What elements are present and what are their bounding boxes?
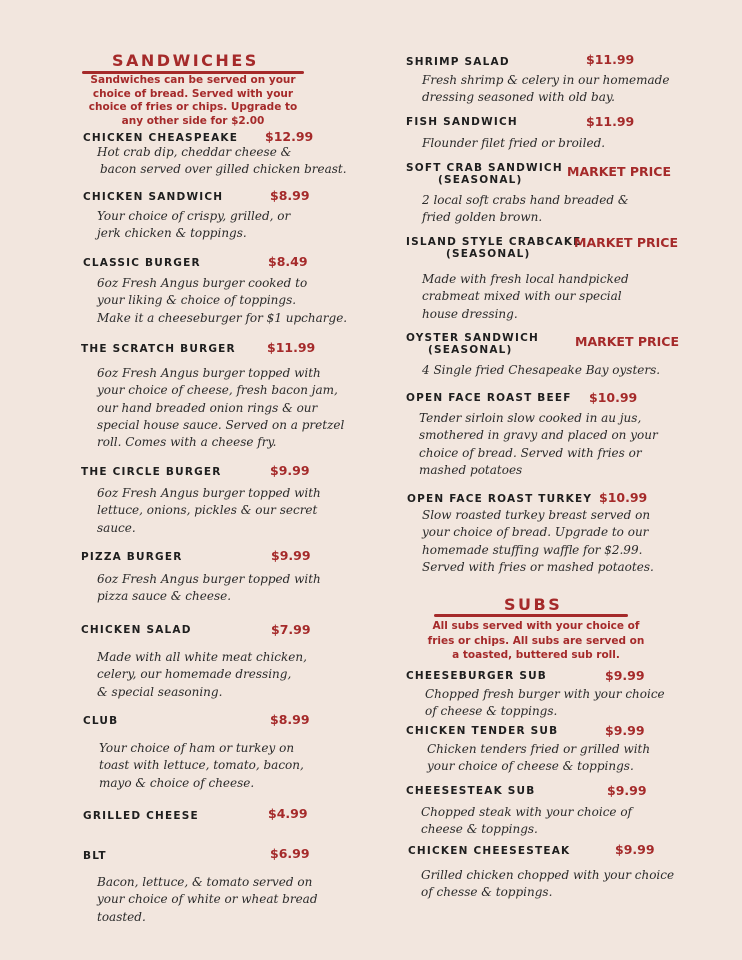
menu-item-price: MARKET PRICE xyxy=(567,164,671,179)
menu-item-price: $9.99 xyxy=(271,548,311,563)
menu-item-description: Grilled chicken chopped with your choice of chesse & toppings. xyxy=(421,868,675,900)
menu-item-price: $8.49 xyxy=(268,254,308,269)
menu-item-name: CHICKEN SANDWICH xyxy=(83,191,224,203)
menu-item-name: SOFT CRAB SANDWICH (SEASONAL) xyxy=(406,162,563,186)
menu-item-price: $6.99 xyxy=(270,846,310,861)
menu-item-description: Chopped fresh burger with your choice of cheese & toppings. xyxy=(425,687,665,719)
menu-item-description: 6oz Fresh Angus burger topped with your choice of cheese, fresh bacon jam, our hand breaded onion rings & our special house sauce. Served on a pretzel roll. Comes with a cheese fry. xyxy=(97,366,345,450)
sandwiches-note: Sandwiches can be served on your choice of bread. Served with your choice of fries or chips. Upgrade to any other side for $2.00 xyxy=(88,74,298,127)
menu-item-description: Fresh shrimp & celery in our homemade dressing seasoned with old bay. xyxy=(422,73,670,105)
menu-item-name: OPEN FACE ROAST BEEF xyxy=(406,392,572,404)
menu-item-name: CLUB xyxy=(83,715,119,727)
menu-item-name: CHEESEBURGER SUB xyxy=(406,670,548,682)
menu-item-description: 4 Single fried Chesapeake Bay oysters. xyxy=(422,363,661,377)
menu-item-description: 2 local soft crabs hand breaded & fried golden brown. xyxy=(422,193,629,225)
menu-item-description: Chicken tenders fried or grilled with your choice of cheese & toppings. xyxy=(427,742,651,774)
menu-item-description: Made with fresh local handpicked crabmeat mixed with our special house dressing. xyxy=(422,272,629,321)
menu-item-description: 6oz Fresh Angus burger topped with pizza sauce & cheese. xyxy=(97,572,321,604)
menu-item-name: ISLAND STYLE CRABCAKE (SEASONAL) xyxy=(406,236,582,260)
menu-item-description: Hot crab dip, cheddar cheese & bacon served over gilled chicken breast. xyxy=(97,145,347,177)
menu-item-name: SHRIMP SALAD xyxy=(406,56,510,68)
menu-item-description: Bacon, lettuce, & tomato served on your choice of white or wheat bread toasted. xyxy=(97,875,318,924)
menu-item-price: $11.99 xyxy=(586,114,635,129)
subs-title: SUBS xyxy=(504,595,563,614)
menu-item-price: $9.99 xyxy=(615,842,655,857)
menu-item-price: $11.99 xyxy=(267,340,316,355)
menu-item-description: Your choice of ham or turkey on toast with lettuce, tomato, bacon, mayo & choice of cheese. xyxy=(99,741,304,790)
menu-item-name: CHEESESTEAK SUB xyxy=(406,785,536,797)
menu-item-price: $8.99 xyxy=(270,188,310,203)
subs-rule xyxy=(434,614,628,617)
menu-item-name: PIZZA BURGER xyxy=(81,551,183,563)
menu-item-price: $9.99 xyxy=(607,783,647,798)
menu-item-name: OYSTER SANDWICH (SEASONAL) xyxy=(406,332,539,356)
menu-item-price: $12.99 xyxy=(265,129,314,144)
menu-item-name: FISH SANDWICH xyxy=(406,116,518,128)
menu-item-price: $9.99 xyxy=(605,723,645,738)
menu-item-description: Chopped steak with your choice of cheese & toppings. xyxy=(421,805,632,837)
sandwiches-title: SANDWICHES xyxy=(112,51,259,70)
menu-item-name: CHICKEN SALAD xyxy=(81,624,192,636)
menu-item-name: THE SCRATCH BURGER xyxy=(81,343,236,355)
menu-item-description: Slow roasted turkey breast served on your choice of bread. Upgrade to our homemade stuffing waffle for $2.99. Served with fries or mashed potaotes. xyxy=(422,508,654,574)
menu-item-price: $10.99 xyxy=(589,390,638,405)
menu-item-name: OPEN FACE ROAST TURKEY xyxy=(407,493,593,505)
menu-item-name: CHICKEN CHEESESTEAK xyxy=(408,845,571,857)
menu-item-description: Your choice of crispy, grilled, or jerk chicken & toppings. xyxy=(97,209,291,241)
menu-item-price: $9.99 xyxy=(605,668,645,683)
menu-item-description: 6oz Fresh Angus burger cooked to your liking & choice of toppings. Make it a cheeseburger for $1 upcharge. xyxy=(97,276,348,325)
menu-item-name: BLT xyxy=(83,850,107,862)
menu-item-price: $7.99 xyxy=(271,622,311,637)
menu-item-price: $10.99 xyxy=(599,490,648,505)
menu-item-price: $8.99 xyxy=(270,712,310,727)
menu-item-description: Flounder filet fried or broiled. xyxy=(422,136,606,150)
menu-item-price: MARKET PRICE xyxy=(574,235,678,250)
menu-item-price: $11.99 xyxy=(586,52,635,67)
menu-item-description: Made with all white meat chicken, celery, our homemade dressing, & special seasoning. xyxy=(97,650,307,699)
menu-item-name: CLASSIC BURGER xyxy=(83,257,201,269)
menu-item-description: 6oz Fresh Angus burger topped with lettuce, onions, pickles & our secret sauce. xyxy=(97,486,321,535)
menu-item-name: THE CIRCLE BURGER xyxy=(81,466,222,478)
menu-item-price: MARKET PRICE xyxy=(575,334,679,349)
subs-note: All subs served with your choice of fries or chips. All subs are served on a toasted, buttered sub roll. xyxy=(427,620,645,661)
menu-item-price: $4.99 xyxy=(268,806,308,821)
menu-item-name: CHICKEN TENDER SUB xyxy=(406,725,559,737)
menu-item-price: $9.99 xyxy=(270,463,310,478)
menu-item-description: Tender sirloin slow cooked in au jus, smothered in gravy and placed on your choice of bread. Served with fries or mashed potatoes xyxy=(419,411,658,477)
menu-item-name: GRILLED CHEESE xyxy=(83,810,199,822)
menu-item-name: CHICKEN CHEASPEAKE xyxy=(83,132,239,144)
